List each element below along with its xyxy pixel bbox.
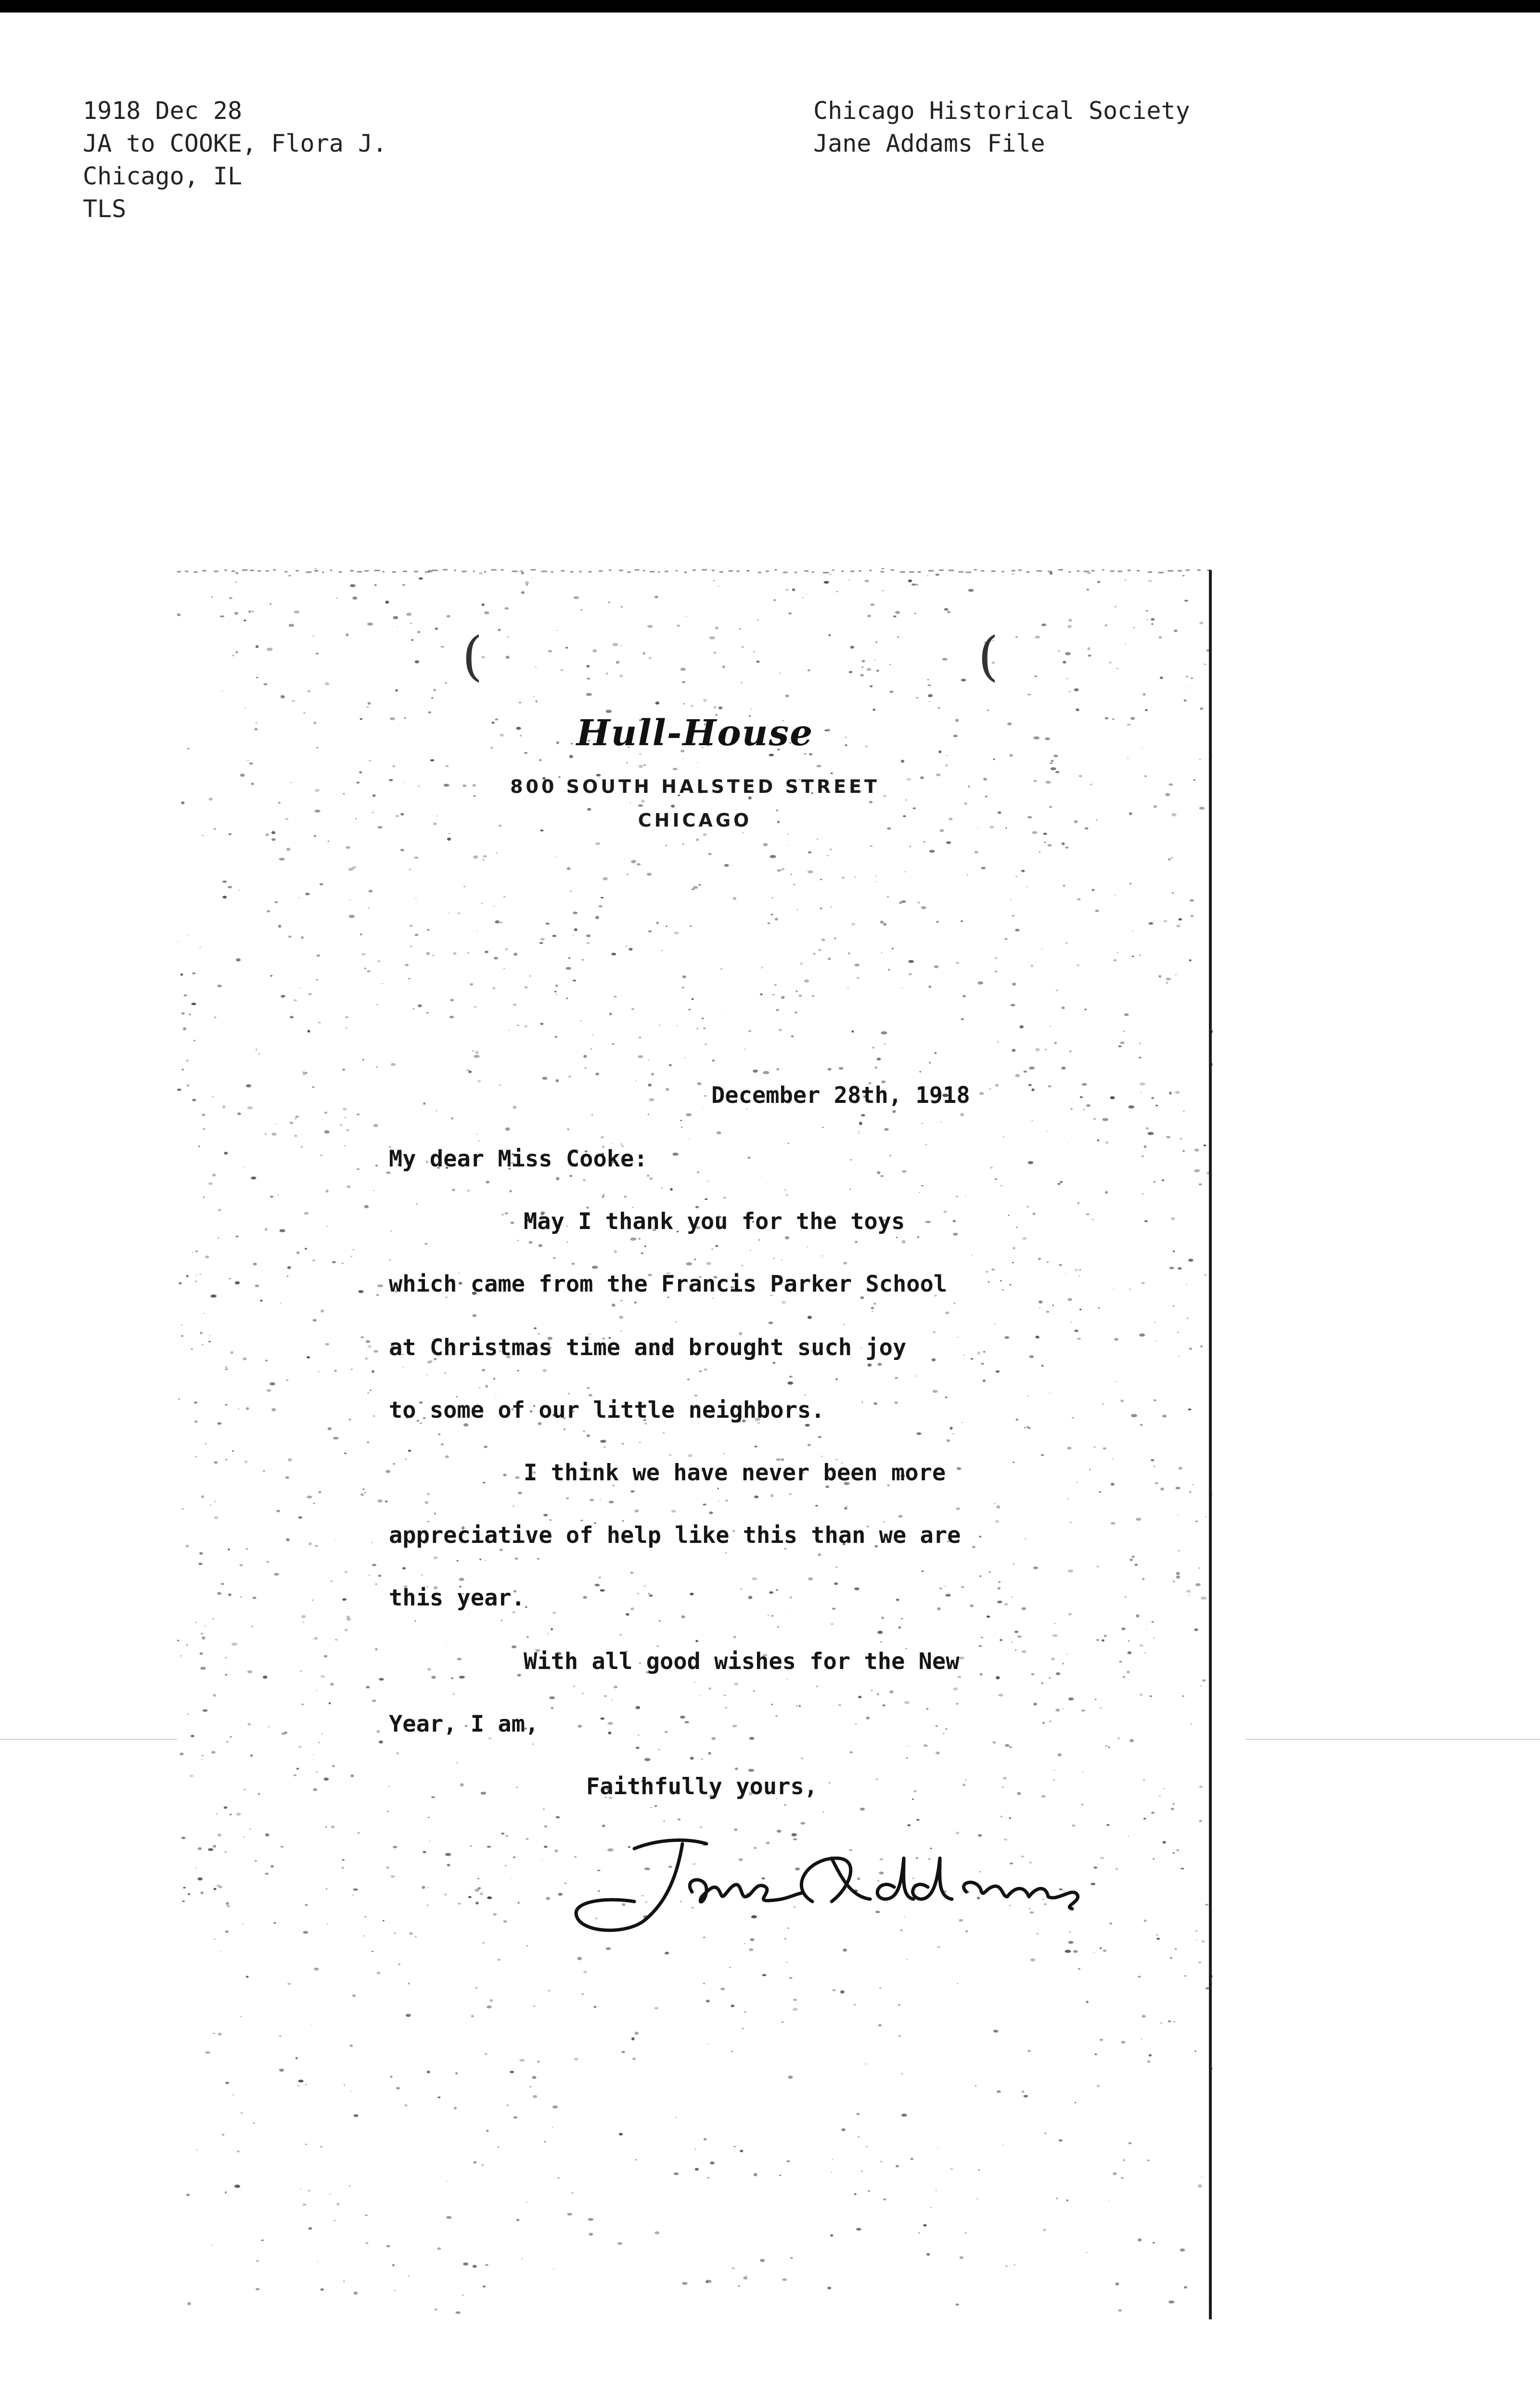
- letter-closing: Faithfully yours,: [586, 1773, 818, 1800]
- letter-salutation: My dear Miss Cooke:: [389, 1146, 648, 1172]
- letter-body-line: to some of our little neighbors.: [389, 1397, 825, 1423]
- scanned-letter: [177, 568, 1213, 2320]
- page-fold-mark-right: [1245, 1739, 1540, 1740]
- scan-noise: [177, 568, 1213, 2320]
- letter-date: December 28th, 1918: [711, 1082, 970, 1109]
- letterhead-city: CHICAGO: [638, 810, 752, 831]
- letter-body-line: this year.: [389, 1585, 525, 1611]
- letterhead-name: Hull-House: [576, 712, 814, 754]
- scan-top-border: [0, 0, 1540, 13]
- citation-place: Chicago, IL: [83, 162, 243, 190]
- citation-date: 1918 Dec 28: [83, 97, 243, 125]
- scan-page-edge: [1209, 570, 1212, 2319]
- letterhead-bracket-right: (: [978, 625, 999, 687]
- letter-body-line: which came from the Francis Parker School: [389, 1271, 948, 1297]
- letter-body-line: Year, I am,: [389, 1711, 539, 1737]
- source-collection: Jane Addams File: [813, 129, 1045, 157]
- source-repository: Chicago Historical Society: [813, 97, 1190, 125]
- handwritten-signature: [562, 1829, 1091, 1940]
- letter-body-line: at Christmas time and brought such joy: [389, 1334, 907, 1361]
- letterhead-street: 800 SOUTH HALSTED STREET: [510, 776, 880, 797]
- citation-document-type: TLS: [83, 195, 127, 223]
- letterhead-bracket-left: (: [462, 625, 483, 687]
- letter-body-line: May I thank you for the toys: [524, 1208, 905, 1235]
- archive-source: [813, 94, 1190, 160]
- page-fold-mark-left: [0, 1739, 177, 1740]
- archive-citation: [83, 94, 387, 225]
- letter-body-line: With all good wishes for the New: [524, 1648, 960, 1675]
- letter-body-line: I think we have never been more: [524, 1460, 946, 1486]
- citation-correspondents: JA to COOKE, Flora J.: [83, 129, 387, 157]
- letter-body-line: appreciative of help like this than we are: [389, 1522, 961, 1549]
